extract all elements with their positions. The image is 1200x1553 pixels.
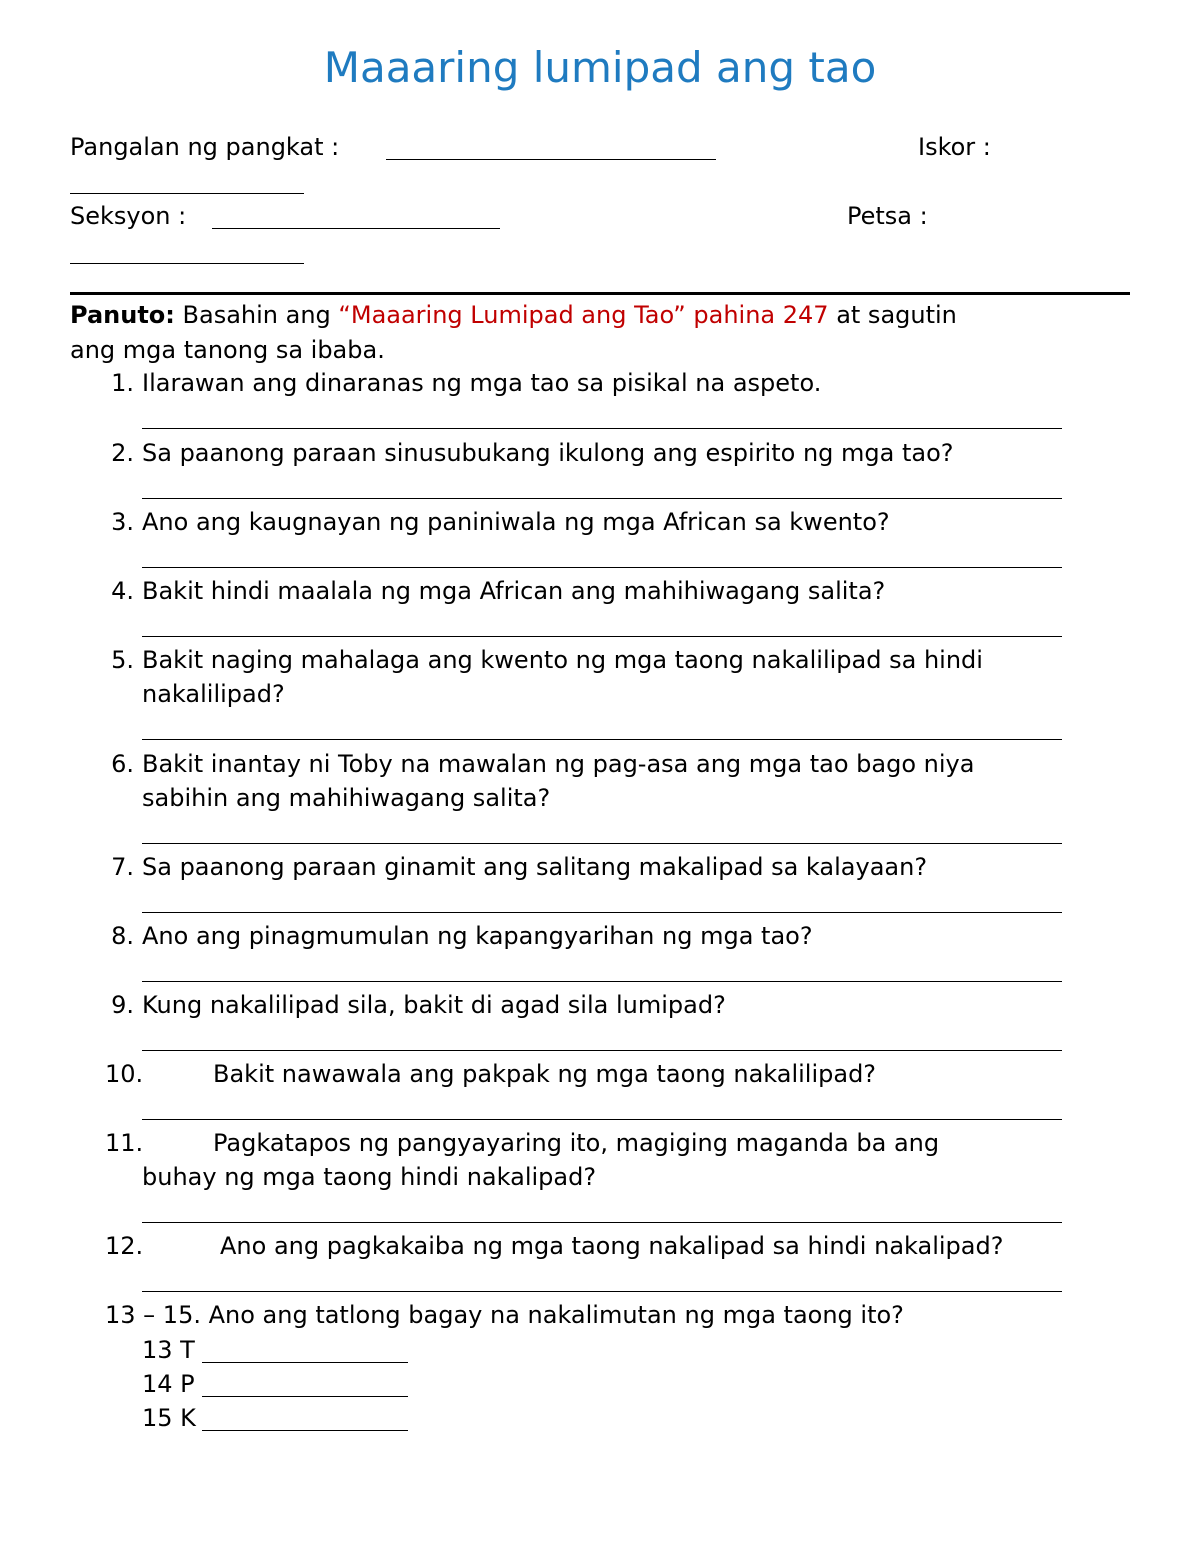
- answer-line[interactable]: [142, 1050, 1062, 1051]
- answer-line[interactable]: [142, 498, 1062, 499]
- question-text: Bakit hindi maalala ng mga African ang mahihiwagang salita?: [142, 577, 886, 605]
- instructions-line-1: [70, 298, 957, 332]
- score-blank[interactable]: [70, 193, 304, 194]
- question-text: Sa paanong paraan sinusubukang ikulong ang espirito ng mga tao?: [142, 439, 954, 467]
- answer-line[interactable]: [142, 912, 1062, 913]
- final-item-blank[interactable]: [202, 1396, 408, 1397]
- question-text: Kung nakalilipad sila, bakit di agad sila lumipad?: [142, 991, 726, 1019]
- worksheet-title: Maaaring lumipad ang tao: [323, 43, 877, 92]
- question-text-continued: nakalilipad?: [142, 680, 285, 708]
- answer-line[interactable]: [142, 1222, 1062, 1223]
- instructions-text-before: Basahin ang: [182, 301, 331, 329]
- answer-line[interactable]: [142, 739, 1062, 740]
- answer-line[interactable]: [142, 981, 1062, 982]
- answer-line[interactable]: [142, 636, 1062, 637]
- question-number: 3.: [111, 508, 134, 536]
- final-item-blank[interactable]: [202, 1430, 408, 1431]
- answer-line[interactable]: [142, 428, 1062, 429]
- question-number: 6.: [111, 750, 134, 778]
- group-name-label: Pangalan ng pangkat :: [70, 133, 340, 161]
- question-number: 1.: [111, 369, 134, 397]
- question-number: 10.: [105, 1060, 144, 1088]
- question-number: 2.: [111, 439, 134, 467]
- final-item-label: 14 P: [142, 1370, 195, 1398]
- question-text: Bakit nawawala ang pakpak ng mga taong nakalilipad?: [213, 1060, 877, 1088]
- instructions-highlight: “Maaaring Lumipad ang Tao” pahina 247: [338, 301, 829, 329]
- score-label: Iskor :: [918, 133, 991, 161]
- question-text: Ilarawan ang dinaranas ng mga tao sa pisikal na aspeto.: [142, 369, 822, 397]
- date-blank[interactable]: [70, 263, 304, 264]
- answer-line[interactable]: [142, 1119, 1062, 1120]
- answer-line[interactable]: [142, 1291, 1062, 1292]
- final-item-blank[interactable]: [202, 1362, 408, 1363]
- date-label: Petsa :: [847, 202, 928, 230]
- question-text-continued: sabihin ang mahihiwagang salita?: [142, 784, 551, 812]
- question-text: Sa paanong paraan ginamit ang salitang makalipad sa kalayaan?: [142, 853, 928, 881]
- question-text-continued: buhay ng mga taong hindi nakalipad?: [142, 1163, 597, 1191]
- question-number: 8.: [111, 922, 134, 950]
- question-number: 11.: [105, 1129, 144, 1157]
- question-text: Pagkatapos ng pangyayaring ito, magiging maganda ba ang: [213, 1129, 940, 1157]
- section-blank[interactable]: [212, 228, 500, 229]
- final-item-label: 15 K: [142, 1404, 196, 1432]
- group-name-blank[interactable]: [386, 159, 716, 160]
- question-number: 7.: [111, 853, 134, 881]
- answer-line[interactable]: [142, 843, 1062, 844]
- question-number: 12.: [105, 1232, 144, 1260]
- question-text: Ano ang pinagmumulan ng kapangyarihan ng mga tao?: [142, 922, 813, 950]
- instructions-line-2: ang mga tanong sa ibaba.: [70, 336, 385, 364]
- question-text: Bakit inantay ni Toby na mawalan ng pag-asa ang mga tao bago niya: [142, 750, 975, 778]
- question-number: 4.: [111, 577, 134, 605]
- instructions-text-after: at sagutin: [836, 301, 957, 329]
- question-text: Bakit naging mahalaga ang kwento ng mga taong nakalilipad sa hindi: [142, 646, 983, 674]
- instructions-label: Panuto:: [70, 301, 175, 329]
- question-text: Ano ang pagkakaiba ng mga taong nakalipad sa hindi nakalipad?: [220, 1232, 1004, 1260]
- question-text: Ano ang kaugnayan ng paniniwala ng mga African sa kwento?: [142, 508, 890, 536]
- question-number: 9.: [111, 991, 134, 1019]
- final-question: 13 – 15. Ano ang tatlong bagay na nakalimutan ng mga taong ito?: [105, 1301, 904, 1329]
- final-item-label: 13 T: [142, 1336, 195, 1364]
- question-number: 5.: [111, 646, 134, 674]
- answer-line[interactable]: [142, 567, 1062, 568]
- section-label: Seksyon :: [70, 202, 187, 230]
- header-divider: [70, 292, 1130, 295]
